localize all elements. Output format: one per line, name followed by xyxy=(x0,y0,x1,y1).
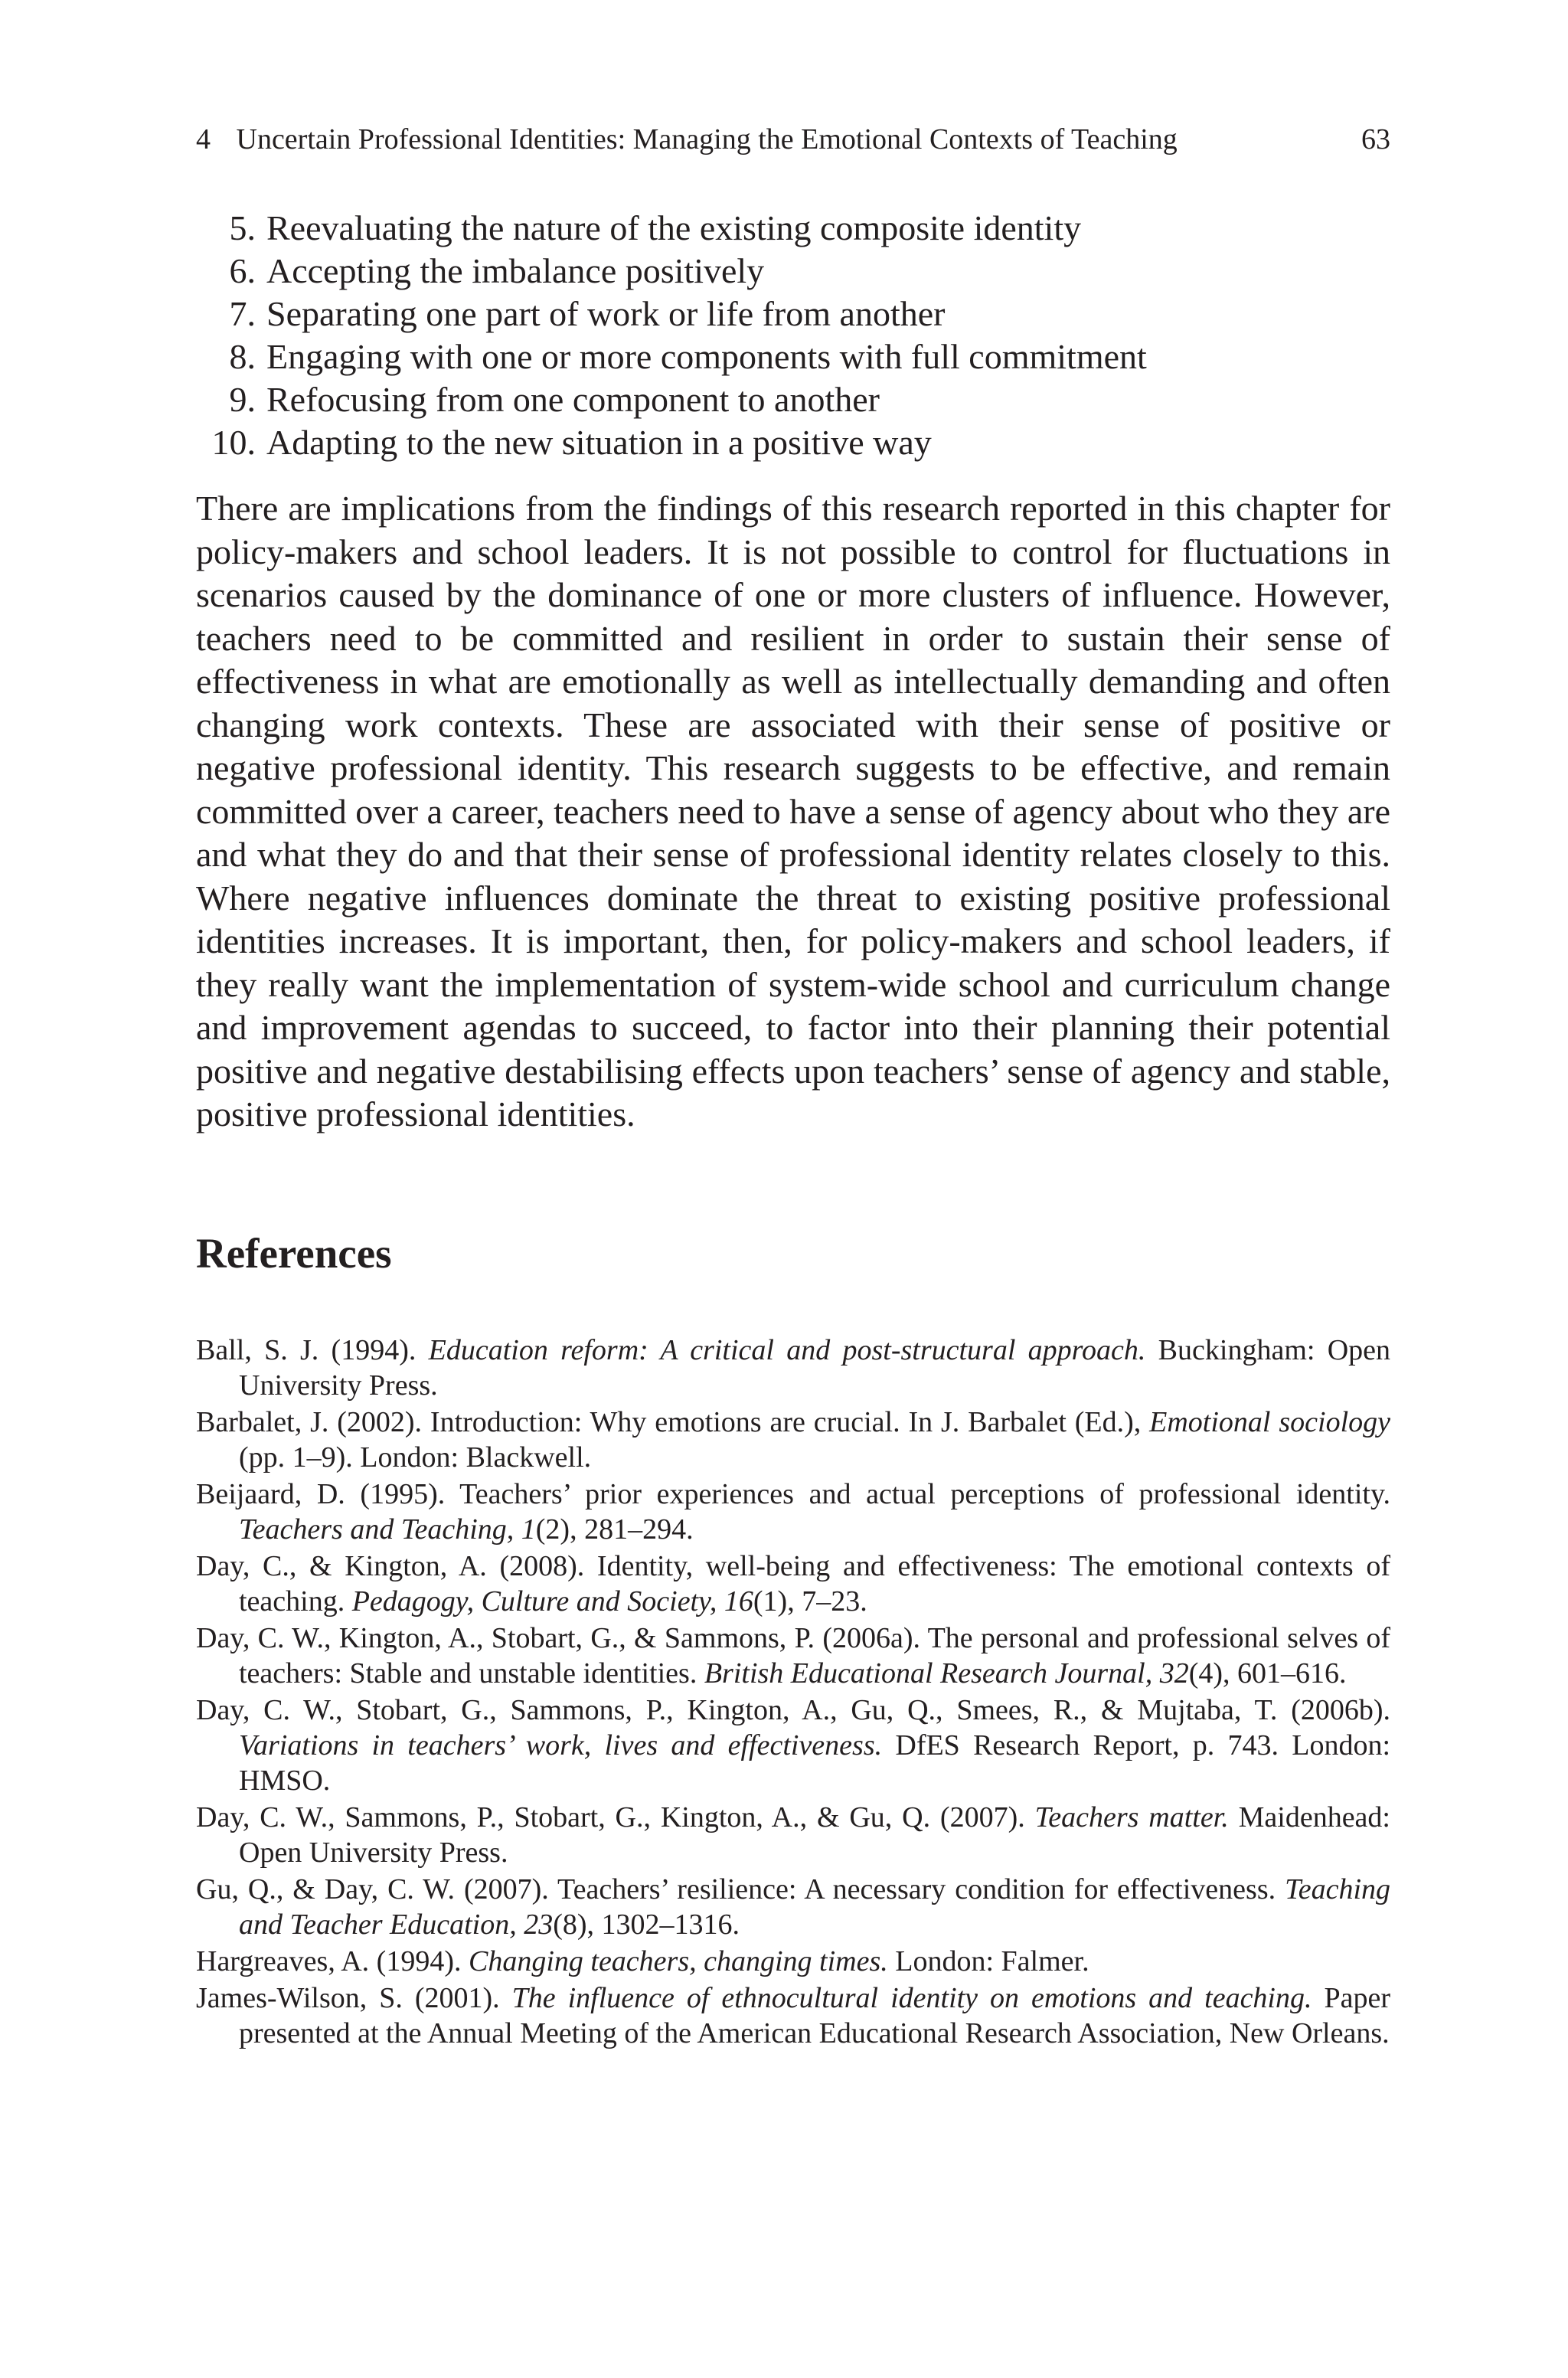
reference-entry xyxy=(196,1800,1390,1870)
list-item-number: 10. xyxy=(211,423,256,462)
reference-text: Day, C. W., Kington, A., Stobart, G., & Sammons, P. (2006a). The personal and professional selves of teachers: Stable and unstable identities. xyxy=(196,1622,1390,1689)
header-chapter xyxy=(196,123,1178,156)
reference-text: Beijaard, D. (1995). Teachers’ prior experiences and actual perceptions of professional identity. xyxy=(196,1478,1390,1510)
reference-text: Day, C., & Kington, A. (2008). Identity, well-being and effectiveness: The emotional contexts of teaching. xyxy=(196,1550,1390,1617)
reference-title: British Educational Research Journal, 32 xyxy=(704,1657,1189,1689)
reference-title: Emotional sociology xyxy=(1149,1406,1390,1438)
list-item xyxy=(196,421,1390,464)
page-number: 63 xyxy=(1361,123,1390,155)
reference-entry xyxy=(196,1944,1390,1979)
chapter-number: 4 xyxy=(196,123,211,155)
list-item-number: 9. xyxy=(229,380,256,419)
reference-text: Hargreaves, A. (1994). xyxy=(196,1945,469,1977)
list-item xyxy=(196,293,1390,335)
reference-text: Gu, Q., & Day, C. W. (2007). Teachers’ resilience: A necessary condition for effectiveness. xyxy=(196,1873,1285,1905)
body-paragraph: There are implications from the findings of this research reported in this chapter for policy-makers and school leaders. It is not possible to control for fluctuations in scenarios caused by the dominance of one or more clusters of influence. However, teachers need to be committed and resilient in order to sustain their sense of effectiveness in what are emotionally as well as intellectually demanding and often changing work contexts. These are associated with their sense of positive or negative professional identity. This research suggests to be effective, and remain committed over a career, teachers need to have a sense of agency about who they are and what they do and that their sense of professional identity relates closely to this. Where negative influences dominate the threat to existing positive professional identities increases. It is important, then, for policy-makers and school leaders, if they really want the implementation of system-wide school and curriculum change and improvement agendas to succeed, to factor into their planning their potential positive and negative destabilising effects upon teachers’ sense of agency and stable, positive professional identities. xyxy=(196,489,1390,1133)
list-item-text: Adapting to the new situation in a positive way xyxy=(266,423,932,462)
reference-text: James-Wilson, S. (2001). xyxy=(196,1982,512,2014)
list-item-number: 5. xyxy=(229,208,256,247)
reference-entry xyxy=(196,1693,1390,1798)
list-item-text: Accepting the imbalance positively xyxy=(266,251,765,290)
reference-entry xyxy=(196,1405,1390,1475)
list-item-number: 6. xyxy=(229,251,256,290)
reference-text: (4), 601–616. xyxy=(1188,1657,1347,1689)
list-item-text: Refocusing from one component to another xyxy=(266,380,880,419)
list-item-text: Separating one part of work or life from another xyxy=(266,294,946,333)
reference-text: (1), 7–23. xyxy=(753,1585,867,1617)
list-item xyxy=(196,335,1390,378)
list-item-text: Reevaluating the nature of the existing composite identity xyxy=(266,208,1082,247)
reference-text: Day, C. W., Stobart, G., Sammons, P., Kington, A., Gu, Q., Smees, R., & Mujtaba, T. (2006b). xyxy=(196,1694,1390,1726)
reference-title: Education reform: A critical and post-structural approach. xyxy=(428,1334,1146,1366)
reference-text: (8), 1302–1316. xyxy=(553,1909,740,1941)
reference-title: Teachers matter. xyxy=(1034,1801,1229,1833)
reference-text: Day, C. W., Sammons, P., Stobart, G., Kington, A., & Gu, Q. (2007). xyxy=(196,1801,1035,1833)
reference-title: Teachers and Teaching, 1 xyxy=(239,1513,536,1546)
chapter-title: Uncertain Professional Identities: Managing the Emotional Contexts of Teaching xyxy=(236,123,1178,155)
reference-entry xyxy=(196,1477,1390,1547)
running-header xyxy=(196,123,1390,156)
numbered-list xyxy=(196,207,1390,464)
list-item-number: 8. xyxy=(229,337,256,376)
reference-text: Paper presented at the Annual Meeting of the American Educational Research Association, New Orleans. xyxy=(239,1982,1390,2049)
references-heading: References xyxy=(196,1230,392,1277)
reference-entry xyxy=(196,1333,1390,1403)
reference-text: Barbalet, J. (2002). Introduction: Why emotions are crucial. In J. Barbalet (Ed.), xyxy=(196,1406,1150,1438)
reference-text: (2), 281–294. xyxy=(535,1513,694,1546)
reference-text: (pp. 1–9). London: Blackwell. xyxy=(239,1441,592,1474)
reference-entry xyxy=(196,1549,1390,1619)
list-item-number: 7. xyxy=(229,294,256,333)
reference-entry xyxy=(196,1981,1390,2051)
list-item xyxy=(196,378,1390,421)
reference-list xyxy=(196,1333,1390,2053)
list-item-text: Engaging with one or more components with full commitment xyxy=(266,337,1147,376)
reference-text: DfES Research Report, p. 743. London: HMSO. xyxy=(239,1729,1391,1797)
reference-text: Ball, S. J. (1994). xyxy=(196,1334,429,1366)
reference-text: Buckingham: Open University Press. xyxy=(239,1334,1391,1402)
reference-text: London: Falmer. xyxy=(887,1945,1089,1977)
reference-title: Pedagogy, Culture and Society, 16 xyxy=(351,1585,753,1617)
reference-title: Changing teachers, changing times. xyxy=(468,1945,888,1977)
reference-entry xyxy=(196,1872,1390,1942)
reference-title: The influence of ethnocultural identity on emotions and teaching. xyxy=(511,1982,1312,2014)
reference-text: Maidenhead: Open University Press. xyxy=(239,1801,1390,1869)
reference-title: Teaching and Teacher Education, 23 xyxy=(239,1873,1390,1941)
reference-title: Variations in teachers’ work, lives and effectiveness. xyxy=(239,1729,883,1761)
list-item xyxy=(196,250,1390,293)
reference-entry xyxy=(196,1621,1390,1691)
list-item xyxy=(196,207,1390,250)
